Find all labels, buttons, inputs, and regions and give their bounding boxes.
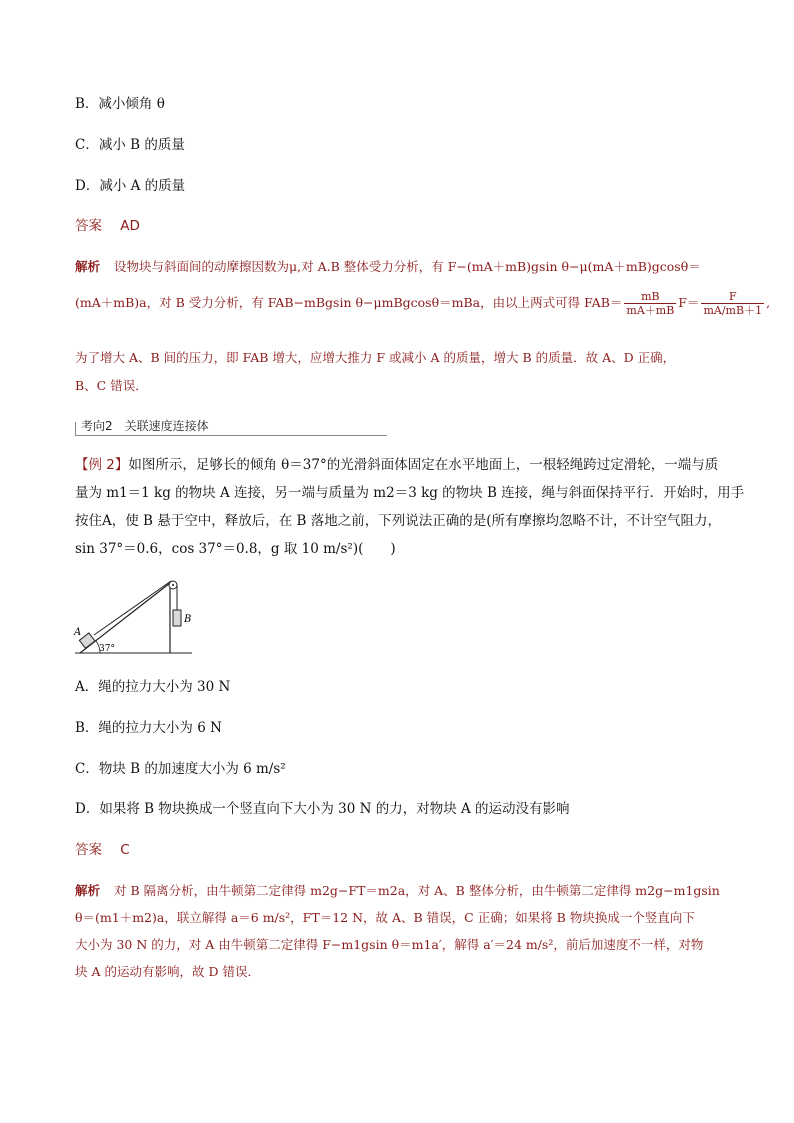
option-c-1: C．减小 B 的质量 [75, 137, 185, 153]
example-line-2: 量为 m1＝1 kg 的物块 A 连接，另一端与质量为 m2＝3 kg 的物块 B 连接，绳与斜面保持平行．开始时，用手 [75, 485, 745, 501]
fraction-numerator: F [701, 290, 764, 304]
solution-2-line-4: 块 A 的运动有影响，故 D 错误． [75, 964, 260, 979]
answer-1 [75, 217, 140, 235]
option-c-2: C．物块 B 的加速度大小为 6 m/s² [75, 761, 286, 777]
solution-text: (mA＋mB)a，对 B 受力分析，有 FAB−mBgsin θ−μmBgcosθ＝mBa，由以上两式可得 FAB＝ [75, 295, 623, 310]
answer-value: AD [120, 218, 140, 234]
option-d-1: D．减小 A 的质量 [75, 178, 186, 194]
answer-value: C [120, 842, 130, 858]
rope-incline [94, 581, 171, 635]
solution-text: 对 B 隔离分析，由牛顿第二定律得 m2g−FT＝m2a，对 A、B 整体分析，由牛顿第二定律得 m2g−m1gsin [114, 883, 720, 898]
block-b [173, 610, 181, 626]
solution-1-line-4: B、C 错误． [75, 378, 148, 393]
label-a: A [74, 627, 82, 638]
solution-label: 解析 [75, 259, 101, 274]
fraction [624, 290, 676, 317]
section-tick [75, 422, 76, 436]
section-title: 考向2 关联速度连接体 [81, 419, 209, 433]
solution-2-line-1 [75, 882, 720, 900]
fraction [701, 290, 764, 317]
example-text: 如图所示，足够长的倾角 θ＝37°的光滑斜面体固定在水平地面上，一根轻绳跨过定滑轮，一端与质 [128, 457, 719, 473]
option-a-2: A．绳的拉力大小为 30 N [75, 679, 231, 695]
example-tag: 【例 2】 [75, 457, 129, 473]
option-d-2: D．如果将 B 物块换成一个竖直向下大小为 30 N 的力，对物块 A 的运动没有影响 [75, 801, 570, 817]
angle-label: 37° [99, 644, 115, 654]
fraction-denominator: mA＋mB [626, 304, 675, 317]
example-line-4: sin 37°＝0.6，cos 37°＝0.8，g 取 10 m/s²)( ) [75, 541, 396, 557]
solution-1-line-1 [75, 258, 701, 276]
block-a [79, 633, 95, 648]
option-b-1: B．减小倾角 θ [75, 96, 165, 112]
solution-1-line-3: 为了增大 A、B 间的压力，即 FAB 增大，应增大推力 F 或减小 A 的质量，增大 B 的质量．故 A、D 正确， [75, 350, 676, 365]
fraction-denominator: mA/mB＋1 [703, 304, 763, 317]
solution-2-line-3: 大小为 30 N 的力，对 A 由牛顿第二定律得 F−m1gsin θ＝m1a′，解得 a′＝24 m/s²，前后加速度不一样，对物 [75, 937, 704, 952]
fraction-numerator: mB [624, 290, 676, 304]
answer-2 [75, 841, 130, 859]
label-b: B [184, 614, 192, 625]
solution-text: 设物块与斜面间的动摩擦因数为μ,对 A.B 整体受力分析，有 F−(mA＋mB)gsin θ−μ(mA＋mB)gcosθ＝ [114, 259, 701, 274]
pulley-axle [172, 584, 174, 586]
option-b-2: B．绳的拉力大小为 6 N [75, 720, 222, 736]
example-line-1 [75, 456, 718, 474]
answer-label: 答案 [75, 842, 102, 858]
solution-1-line-2: (mA＋mB)a，对 B 受力分析，有 FAB−mBgsin θ−μmBgcosθ＝mBa，由以上两式可得 FAB＝ $\frac{mB}{mA+mB}$ F＝ $\frac{F}{mA/mB+1}$ , [75, 290, 771, 317]
solution-2-line-2: θ＝(m1＋m2)a，联立解得 a＝6 m/s²，FT＝12 N，故 A、B 错误，C 正确；如果将 B 物块换成一个竖直向下 [75, 910, 695, 925]
solution-text: F＝ [678, 295, 700, 310]
example-line-3: 按住A，使 B 悬于空中，释放后，在 B 落地之前，下列说法正确的是(所有摩擦均忽略不计，不计空气阻力， [75, 513, 722, 529]
answer-label: 答案 [75, 218, 102, 234]
incline-pulley-figure [70, 575, 200, 660]
solution-label: 解析 [75, 883, 101, 898]
section-divider [75, 435, 387, 436]
section-header [75, 416, 387, 436]
